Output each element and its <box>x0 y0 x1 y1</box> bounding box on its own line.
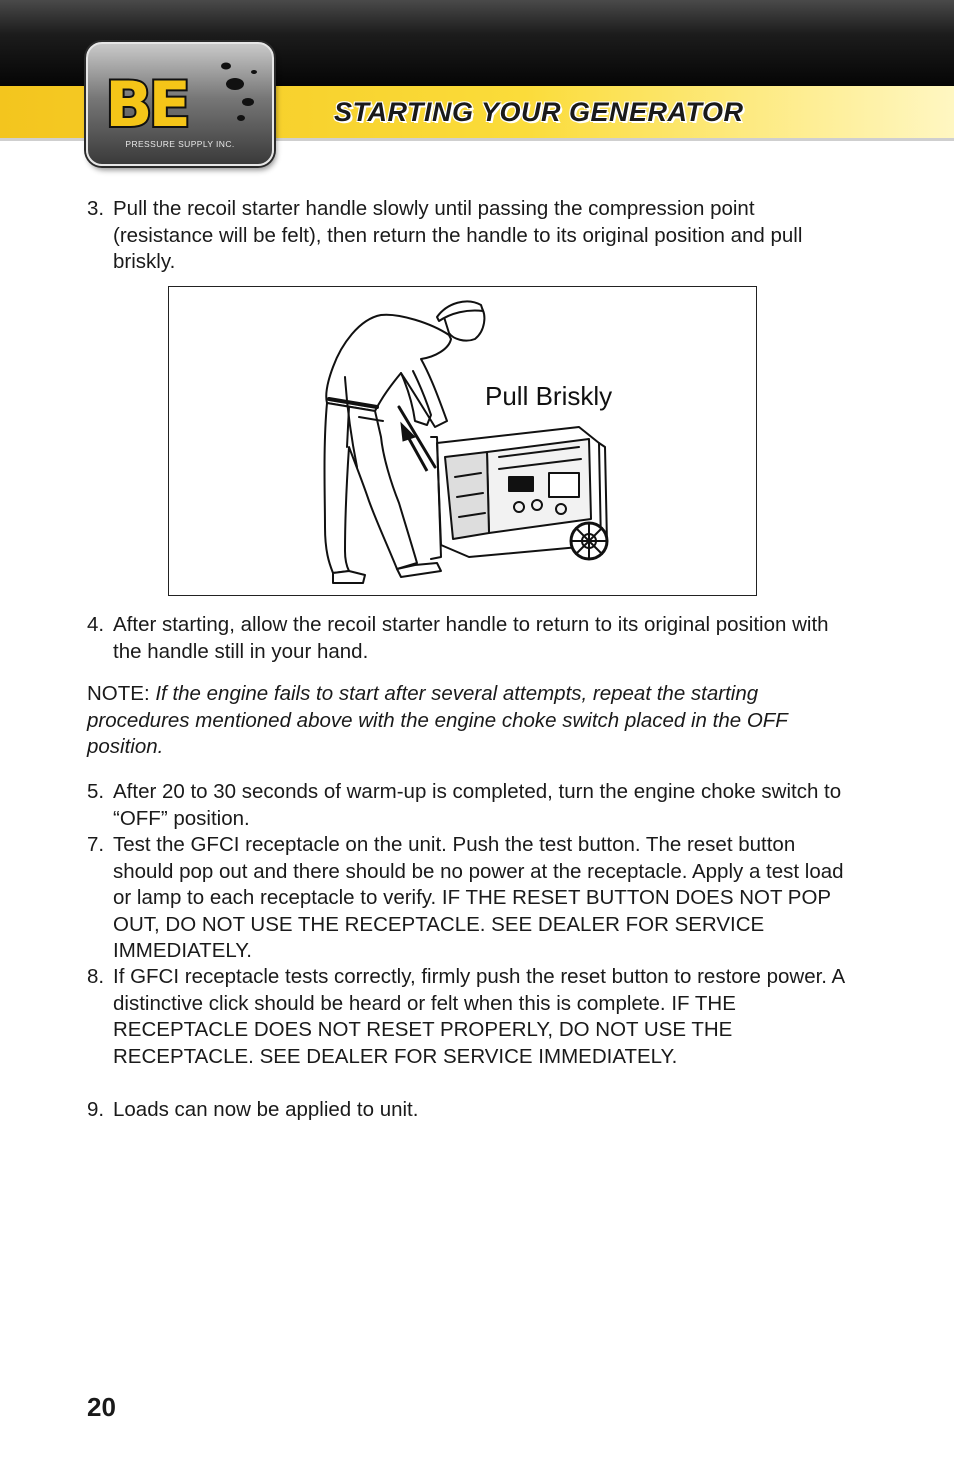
step-item <box>87 1097 847 1124</box>
figure-caption: Pull Briskly <box>485 381 613 411</box>
step-number: 7. <box>87 833 105 856</box>
page-title: STARTING YOUR GENERATOR <box>334 97 744 127</box>
step-item <box>87 832 847 965</box>
step-number: 8. <box>87 965 105 988</box>
logo-subtext: PRESSURE SUPPLY INC. <box>125 139 235 149</box>
person-pulling-starter-illustration <box>169 287 756 595</box>
step-text: If GFCI receptacle tests correctly, firmly push the reset button to restore power. A distinctive click should be heard or felt when this is complete. IF THE RECEPTACLE DOES NOT RESET PROPERLY, DO NOT USE THE RECEPTACLE. SEE DEALER FOR SERVICE IMMEDIATELY. <box>113 965 845 1068</box>
step-number: 4. <box>87 613 105 636</box>
step-number: 3. <box>87 197 105 220</box>
step-text: Pull the recoil starter handle slowly until passing the compression point (resistance will be felt), then return the handle to its original position and pull briskly. <box>113 197 803 273</box>
page-number: 20 <box>87 1392 116 1422</box>
illustration-pull-starter <box>168 286 757 596</box>
logo-letters: BE <box>105 68 187 141</box>
step-text: After 20 to 30 seconds of warm-up is completed, turn the engine choke switch to “OFF” position. <box>113 780 842 830</box>
note-text: If the engine fails to start after several attempts, repeat the starting procedures mentioned above with the engine choke switch placed in the OFF position. <box>87 682 788 758</box>
step-text: Test the GFCI receptacle on the unit. Push the test button. The reset button should pop out and there should be no power at the receptacle. Apply a test load or lamp to each receptacle to verify. IF THE RESET BUTTON DOES NOT POP OUT, DO NOT USE THE RECEPTACLE. SEE DEALER FOR SERVICE IMMEDIATELY. <box>113 833 844 962</box>
step-item <box>87 196 847 276</box>
step-item <box>87 964 847 1070</box>
step-text: Loads can now be applied to unit. <box>113 1098 419 1121</box>
note-label: NOTE: <box>87 682 150 705</box>
step-item <box>87 612 847 665</box>
step-text: After starting, allow the recoil starter handle to return to its original position with the handle still in your hand. <box>113 613 829 663</box>
step-number: 9. <box>87 1098 105 1121</box>
step-item <box>87 779 847 832</box>
company-logo <box>86 42 274 166</box>
note-block <box>87 681 847 761</box>
step-number: 5. <box>87 780 105 803</box>
